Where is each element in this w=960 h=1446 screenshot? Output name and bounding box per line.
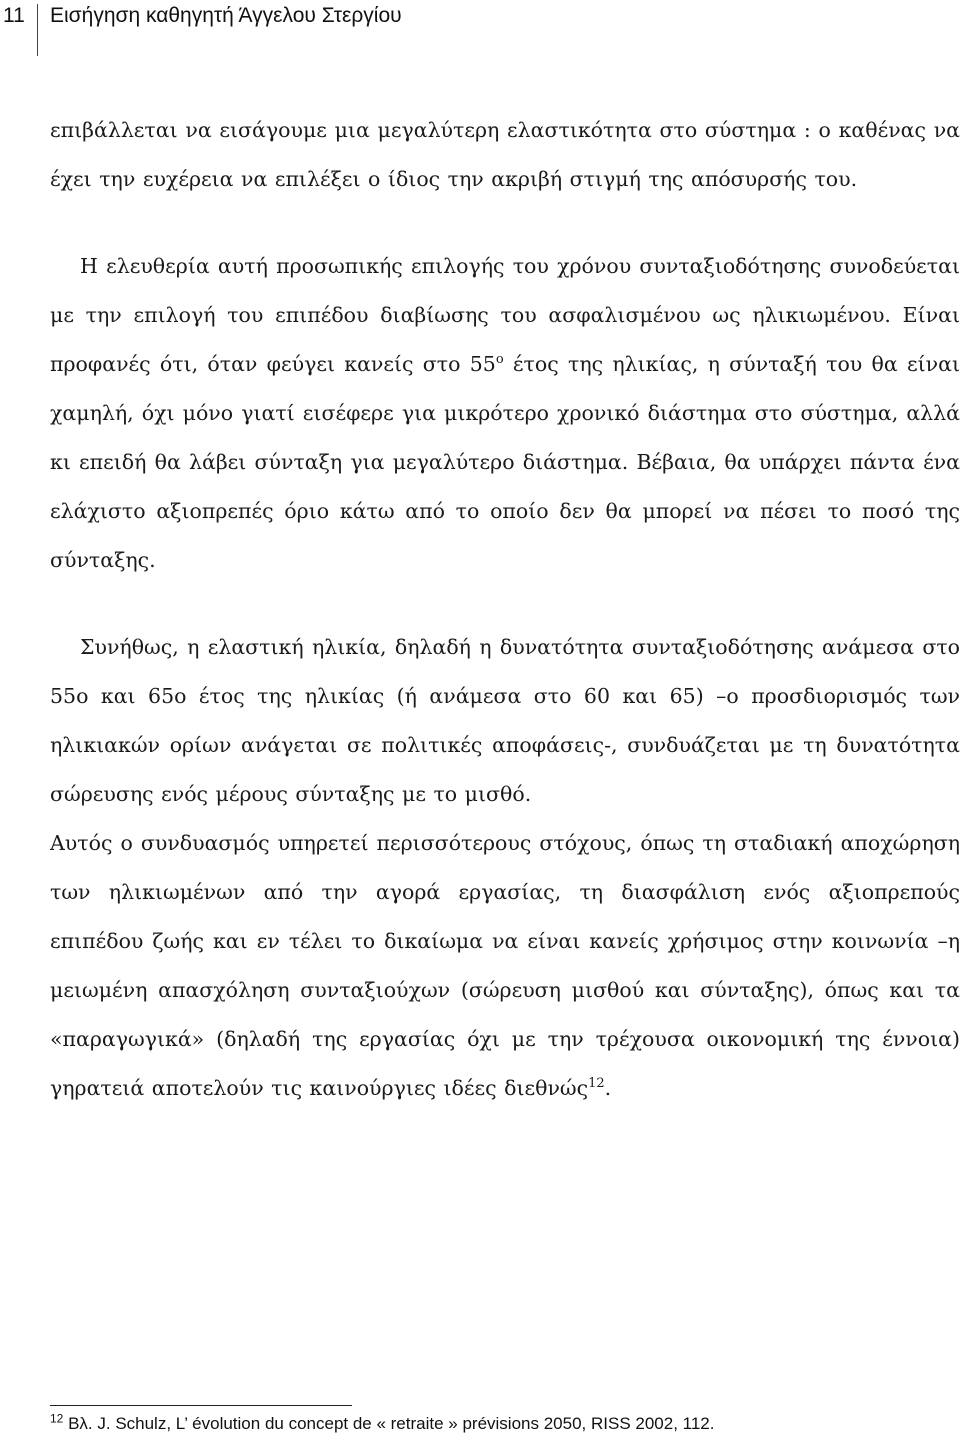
footnote-text: Βλ. J. Schulz, L’ évolution du concept de « retraite » prévisions 2050, RISS 2002, 112. bbox=[63, 1414, 715, 1433]
paragraph-4-end: . bbox=[604, 1076, 612, 1100]
paragraph-4 bbox=[50, 819, 960, 1113]
paragraph-3-text: Συνήθως, η ελαστική ηλικία, δηλαδή η δυνατότητα συνταξιοδότησης ανάμεσα στο 55ο και 65ο έτος της ηλικίας (ή ανάμεσα στο 60 και 65) –ο προσδιορισμός των ηλικιακών ορίων ανάγεται σε πολιτικές αποφάσεις-, συνδυάζεται με τη δυνατότητα σώρευσης ενός μέρους σύνταξης με το μισθό. bbox=[50, 635, 960, 806]
paragraph-2-text-b: έτος της ηλικίας, η σύνταξή του θα είναι χαμηλή, όχι μόνο γιατί εισέφερε για μικρότερο χρονικό διάστημα στο σύστημα, αλλά κι επειδή θα λάβει σύνταξη για μεγαλύτερο διάστημα. Βέβαια, θα υπάρχει πάντα ένα ελάχιστο αξιοπρεπές όριο κάτω από το οποίο δεν θα μπορεί να πέσει το ποσό της σύνταξης. bbox=[50, 352, 960, 572]
paragraph-2-text-a: Η ελευθερία αυτή προσωπικής επιλογής του χρόνου συνταξιοδότησης συνοδεύεται με την επιλογή του επιπέδου διαβίωσης του ασφαλισμένου ως ηλικιωμένου. Είναι προφανές ότι, όταν φεύγει κανείς στο 55 bbox=[50, 254, 960, 376]
page-header bbox=[0, 0, 960, 60]
paragraph-1 bbox=[50, 106, 960, 204]
page-number: 11 bbox=[3, 4, 25, 27]
footnote bbox=[50, 1411, 715, 1434]
footnote-reference[interactable]: 12 bbox=[588, 1076, 605, 1092]
footnote-number: 12 bbox=[50, 1411, 64, 1426]
ordinal-superscript: ο bbox=[495, 352, 504, 368]
paragraph-3 bbox=[50, 623, 960, 819]
footnote-divider bbox=[50, 1405, 352, 1406]
paragraph-2 bbox=[50, 242, 960, 585]
header-divider bbox=[37, 4, 38, 56]
paragraph-1-text: επιβάλλεται να εισάγουμε μια μεγαλύτερη ελαστικότητα στο σύστημα : ο καθένας να έχει την ευχέρεια να επιλέξει ο ίδιος την ακριβή στιγμή της απόσυρσής του. bbox=[50, 118, 960, 191]
header-title: Εισήγηση καθηγητή Άγγελου Στεργίου bbox=[50, 4, 402, 27]
paragraph-4-text: Αυτός ο συνδυασμός υπηρετεί περισσότερους στόχους, όπως τη σταδιακή αποχώρηση των ηλικιωμένων από την αγορά εργασίας, τη διασφάλιση ενός αξιοπρεπούς επιπέδου ζωής και εν τέλει το δικαίωμα να είναι κανείς χρήσιμος στην κοινωνία –η μειωμένη απασχόληση συνταξιούχων (σώρευση μισθού και σύνταξης), όπως και τα «παραγωγικά» (δηλαδή της εργασίας όχι με την τρέχουσα οικονομική της έννοια) γηρατειά αποτελούν τις καινούργιες ιδέες διεθνώς bbox=[50, 831, 960, 1100]
body-text bbox=[50, 106, 960, 1151]
